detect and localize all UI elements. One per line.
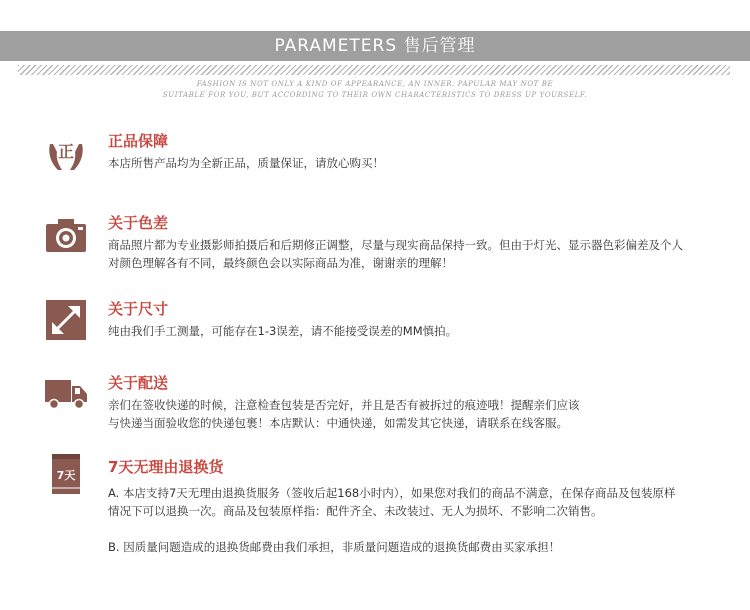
- resize-arrow-icon: [44, 298, 88, 342]
- section-title: 关于尺寸: [108, 300, 169, 318]
- section-body: [108, 236, 683, 272]
- header-bar: [0, 31, 750, 61]
- body-line: 商品照片都为专业摄影师拍摄后和后期修正调整，尽量与现实商品保持一致。但由于灯光、显示器色彩偏差及个人: [108, 238, 683, 252]
- body-line: B. 因质量问题造成的退换货邮费由我们承担，非质量问题造成的退换货邮费由买家承担！: [108, 540, 561, 554]
- authentic-char: 正: [57, 142, 75, 161]
- hands-authentic-icon: [44, 130, 88, 174]
- section-title: 7天无理由退换货: [108, 458, 224, 476]
- body-spacer: [108, 520, 676, 538]
- calendar-char: 7天: [56, 469, 76, 482]
- section-body: [108, 484, 676, 556]
- page-title: PARAMETERS 售后管理: [274, 36, 476, 56]
- body-line: 情况下可以退换一次。商品及包装原样指：配件齐全、未改装过、无人为损坏、不影响二次销售。: [108, 504, 603, 518]
- body-line: 对颜色理解各有不同，最终颜色会以实际商品为准，谢谢亲的理解！: [108, 256, 453, 270]
- section-body: [108, 322, 457, 340]
- section-body: [108, 396, 580, 432]
- body-line: 本店所售产品均为全新正品，质量保证，请放心购买！: [108, 156, 384, 170]
- body-line: 与快递当面验收您的快递包裹！本店默认：中通快递，如需发其它快递，请联系在线客服。: [108, 416, 568, 430]
- body-line: A. 本店支持7天无理由退换货服务（签收后起168小时内），如果您对我们的商品不满意，在保存商品及包装原样: [108, 486, 676, 500]
- section-body: [108, 154, 384, 172]
- tagline-line-2: SUITABLE FOR YOU, BUT ACCORDING TO THEIR OWN CHARACTERISTICS TO DRESS UP YOURSELF.: [162, 91, 588, 99]
- calendar-7-days-icon: [44, 452, 88, 496]
- hatch-divider: [18, 65, 730, 75]
- section-title: 关于色差: [108, 214, 169, 232]
- body-line: 纯由我们手工测量，可能存在1-3误差，请不能接受误差的MM慎拍。: [108, 324, 458, 338]
- section-title: 关于配送: [108, 374, 169, 392]
- delivery-truck-icon: [44, 372, 88, 416]
- tagline-line-1: FASHION IS NOT ONLY A KIND OF APPEARANCE, AN INNER. PAPULAR MAY NOT BE: [196, 80, 554, 88]
- body-line: 亲们在签收快递的时候，注意检查包装是否完好，并且是否有被拆过的痕迹哦！提醒亲们应该: [108, 398, 580, 412]
- camera-icon: [44, 214, 88, 258]
- section-title: 正品保障: [108, 132, 169, 150]
